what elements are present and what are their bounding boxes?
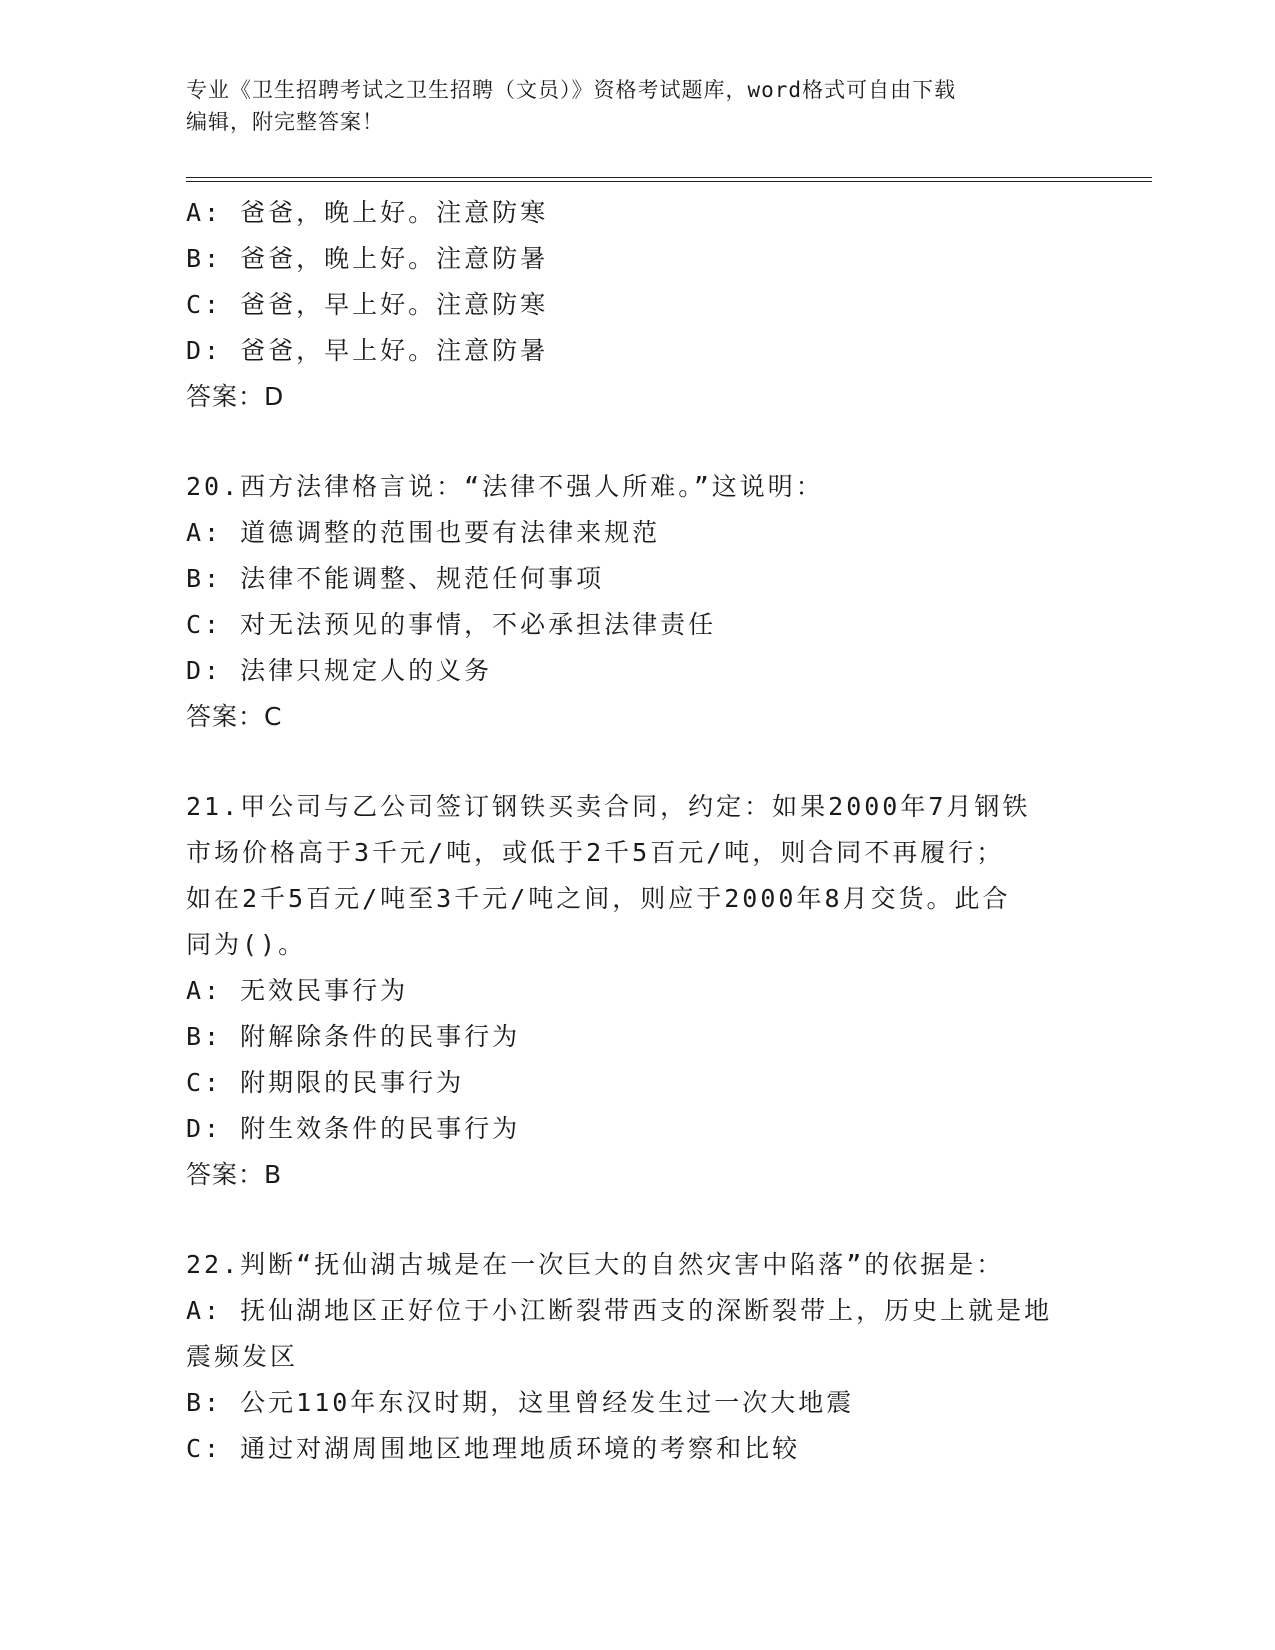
header-line-2: 编辑，附完整答案！ xyxy=(186,110,384,134)
option-b: B: 公元110年东汉时期，这里曾经发生过一次大地震 xyxy=(186,1388,855,1417)
question-stem-line: 市场价格高于3千元/吨，或低于2千5百元/吨，则合同不再履行； xyxy=(186,838,1005,867)
option-a-continued: 震频发区 xyxy=(186,1342,299,1371)
option-a: A: 抚仙湖地区正好位于小江断裂带西支的深断裂带上，历史上就是地 xyxy=(186,1296,1053,1325)
option-c: C: 通过对湖周围地区地理地质环境的考察和比较 xyxy=(186,1434,801,1463)
document-header xyxy=(186,74,1086,138)
question-spacer xyxy=(186,1198,1086,1242)
question-stem-line: 同为()。 xyxy=(186,930,307,959)
question-stem-line: 如在2千5百元/吨至3千元/吨之间，则应于2000年8月交货。此合 xyxy=(186,884,1011,913)
question-20 xyxy=(186,464,1086,740)
option-c: C: 对无法预见的事情，不必承担法律责任 xyxy=(186,610,717,639)
option-c: C: 爸爸，早上好。注意防寒 xyxy=(186,290,549,319)
question-22 xyxy=(186,1242,1086,1472)
question-21 xyxy=(186,784,1086,1198)
header-divider-top xyxy=(186,177,1152,178)
option-d: D: 附生效条件的民事行为 xyxy=(186,1114,521,1143)
question-stem: 20.西方法律格言说：“法律不强人所难。”这说明： xyxy=(186,472,824,501)
header-line-1: 专业《卫生招聘考试之卫生招聘（文员）》资格考试题库，word格式可自由下载 xyxy=(186,78,957,102)
option-b: B: 法律不能调整、规范任何事项 xyxy=(186,564,605,593)
question-spacer xyxy=(186,740,1086,784)
question-19 xyxy=(186,190,1086,420)
option-a: A: 无效民事行为 xyxy=(186,976,409,1005)
header-divider-bottom xyxy=(186,181,1152,182)
question-spacer xyxy=(186,420,1086,464)
answer-line: 答案：C xyxy=(186,702,283,731)
option-d: D: 爸爸，早上好。注意防暑 xyxy=(186,336,549,365)
option-c: C: 附期限的民事行为 xyxy=(186,1068,465,1097)
question-stem: 22.判断“抚仙湖古城是在一次巨大的自然灾害中陷落”的依据是： xyxy=(186,1250,1005,1279)
option-b: B: 爸爸，晚上好。注意防暑 xyxy=(186,244,549,273)
option-d: D: 法律只规定人的义务 xyxy=(186,656,493,685)
option-a: A: 道德调整的范围也要有法律来规范 xyxy=(186,518,661,547)
option-a: A: 爸爸，晚上好。注意防寒 xyxy=(186,198,549,227)
question-list xyxy=(186,190,1086,1472)
answer-line: 答案：B xyxy=(186,1160,283,1189)
question-stem-line: 21.甲公司与乙公司签订钢铁买卖合同，约定：如果2000年7月钢铁 xyxy=(186,792,1031,821)
answer-line: 答案：D xyxy=(186,382,285,411)
option-b: B: 附解除条件的民事行为 xyxy=(186,1022,521,1051)
